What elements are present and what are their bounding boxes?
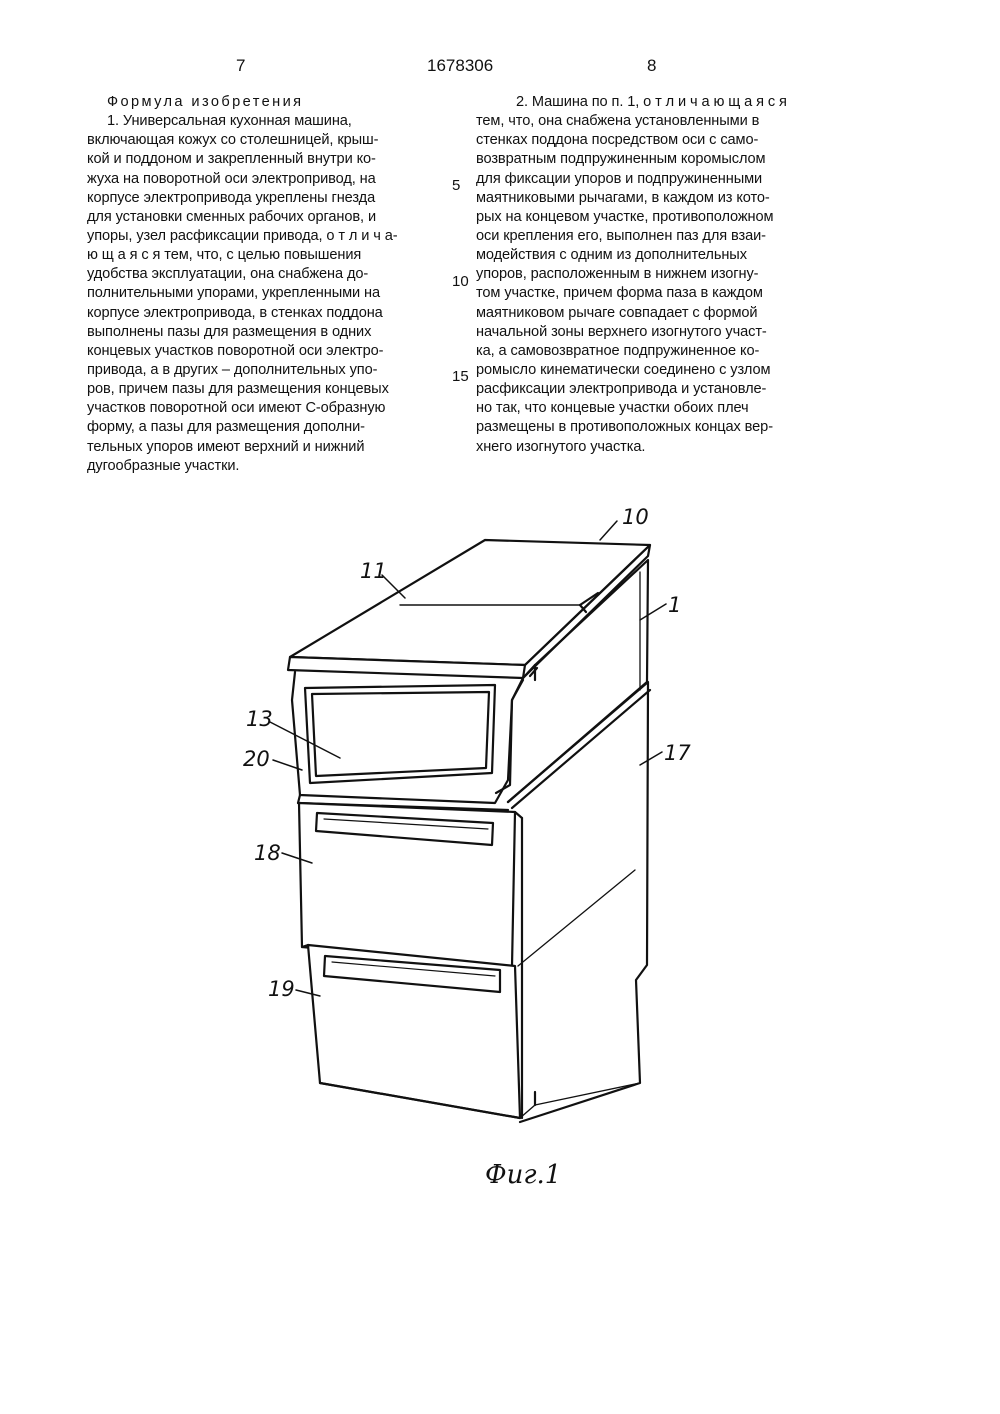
text-line: для установки сменных рабочих органов, и	[87, 208, 377, 225]
text-line: упоры, узел расфиксации привода, о т л и ч а-	[87, 227, 398, 244]
text-line: расфиксации электропривода и установле-	[476, 381, 767, 398]
text-line: ромысло кинематически соединено с узлом	[476, 361, 771, 378]
label-13: 13	[246, 707, 273, 731]
text-line: выполнены пазы для размещения в одних	[87, 323, 372, 340]
text-line: упоров, расположенным в нижнем изогну-	[476, 266, 759, 283]
text-line: размещены в противоположных концах вер-	[476, 419, 773, 436]
label-1: 1	[668, 593, 682, 617]
text-line: оси крепления его, выполнен паз для взаи-	[476, 227, 766, 244]
page-number-right: 8	[647, 56, 657, 75]
text-line: модействия с одним из дополнительных	[476, 247, 747, 264]
line-number-10: 10	[452, 273, 469, 290]
right-text-column	[476, 93, 852, 457]
figure-1-kitchen-machine	[0, 480, 1000, 1220]
text-line: стенках поддона посредством оси с само-	[476, 132, 759, 149]
text-line: 2. Машина по п. 1, о т л и ч а ю щ а я с я	[516, 94, 787, 110]
label-10: 10	[622, 505, 649, 529]
claims-title: Формула изобретения	[107, 94, 304, 110]
text-line: тельных упоров имеют верхний и нижний	[87, 438, 365, 455]
text-line: корпусе электропривода, в стенках поддона	[87, 304, 383, 321]
line-number-5: 5	[452, 177, 461, 194]
text-line: удобства эксплуатации, она снабжена до-	[87, 266, 369, 283]
text-line: жуха на поворотной оси электропривод, на	[87, 170, 376, 187]
label-17: 17	[664, 741, 691, 765]
text-line: 1. Универсальная кухонная машина,	[107, 113, 352, 130]
text-line: ю щ а я с я тем, что, с целью повышения	[87, 247, 362, 264]
text-line: но так, что концевые участки обоих плеч	[476, 400, 749, 417]
text-line: участков поворотной оси имеют С-образную	[87, 400, 386, 417]
text-line: хнего изогнутого участка.	[476, 438, 646, 455]
text-line: том участке, причем форма паза в каждом	[476, 285, 763, 302]
cabinet-side	[508, 682, 650, 1122]
page-number-left: 7	[236, 56, 246, 75]
text-line: ка, а самовозвратное подпружиненное ко-	[476, 342, 760, 359]
text-line: начальной зоны верхнего изогнутого участ-	[476, 323, 767, 340]
text-line: рых на концевом участке, противоположном	[476, 208, 774, 225]
label-19: 19	[268, 977, 295, 1001]
text-line: тем, что, она снабжена установленными в	[476, 113, 760, 130]
text-line: привода, а в других – дополнительных упо-	[87, 361, 378, 378]
patent-number: 1678306	[427, 56, 494, 75]
text-line: маятниковом рычаге совпадает с формой	[476, 304, 758, 321]
drawer-18	[299, 803, 522, 966]
text-line: для фиксации упоров и подпружиненными	[476, 170, 763, 187]
text-line: возвратным подпружиненным коромыслом	[476, 151, 766, 168]
label-20: 20	[243, 747, 270, 771]
text-line: кой и поддоном и закрепленный внутри ко-	[87, 151, 376, 168]
text-line: включающая кожух со столешницей, крыш-	[87, 132, 379, 149]
text-line: полнительными упорами, укрепленными на	[87, 285, 380, 302]
label-18: 18	[254, 841, 281, 865]
left-text-column	[87, 93, 442, 476]
line-number-15: 15	[452, 368, 469, 385]
text-line: ров, причем пазы для размещения концевых	[87, 381, 389, 398]
text-line: концевых участков поворотной оси электро-	[87, 342, 384, 359]
drawer-19	[302, 945, 640, 1118]
text-line: форму, а пазы для размещения дополни-	[87, 419, 365, 436]
text-line: корпусе электропривода укреплены гнезда	[87, 189, 376, 206]
text-line: маятниковыми рычагами, в каждом из кото-	[476, 189, 770, 206]
label-11: 11	[360, 559, 387, 583]
lid-window	[292, 672, 523, 810]
figure-caption: Фиг.1	[485, 1160, 562, 1190]
text-line: дугообразные участки.	[87, 457, 240, 474]
